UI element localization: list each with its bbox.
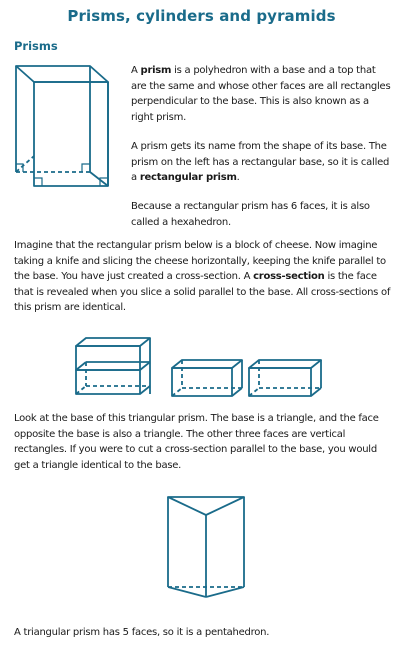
section-heading-prisms: Prisms	[14, 39, 58, 53]
triangular-prism-figure	[164, 491, 250, 601]
prism-naming-paragraph: A prism gets its name from the shape of its base. The prism on the left has a rectangular base, so it is called a rectangular prism.	[131, 141, 390, 183]
term-prism: prism	[140, 65, 172, 76]
term-cross-section: cross-section	[253, 271, 325, 282]
triangular-prism-paragraph: Look at the base of this triangular prism. The base is a triangle, and the face opposite the base is also a triangle. The other three faces are vertical rectangles. If you were to cut a cross-section parallel to the base, you would get a triangle identical to the base.	[14, 413, 379, 471]
rectangular-prism-figure	[12, 62, 122, 190]
slice-prism-figure-2	[245, 358, 325, 402]
page-title: Prisms, cylinders and pyramids	[67, 7, 336, 25]
prism-definition: A prism is a polyhedron with a base and a top that are the same and whose other faces are all rectangles perpendicular to the base. This is also known as a right prism.	[131, 65, 391, 123]
term-rectangular-prism: rectangular prism	[139, 172, 237, 183]
slice-prism-figure-1	[168, 358, 246, 402]
pentahedron-paragraph: A triangular prism has 5 faces, so it is a pentahedron.	[14, 627, 270, 638]
stacked-prism-figure	[72, 336, 154, 402]
cross-section-paragraph: Imagine that the rectangular prism below is a block of cheese. Now imagine taking a knife and slicing the cheese horizontally, keeping the knife parallel to the base. You have just created a cross-section. A cross-section is the face that is revealed when you slice a solid parallel to the base. All cross-sections of this prism are identical.	[14, 240, 391, 313]
hexahedron-paragraph: Because a rectangular prism has 6 faces, it is also called a hexahedron.	[131, 201, 370, 228]
